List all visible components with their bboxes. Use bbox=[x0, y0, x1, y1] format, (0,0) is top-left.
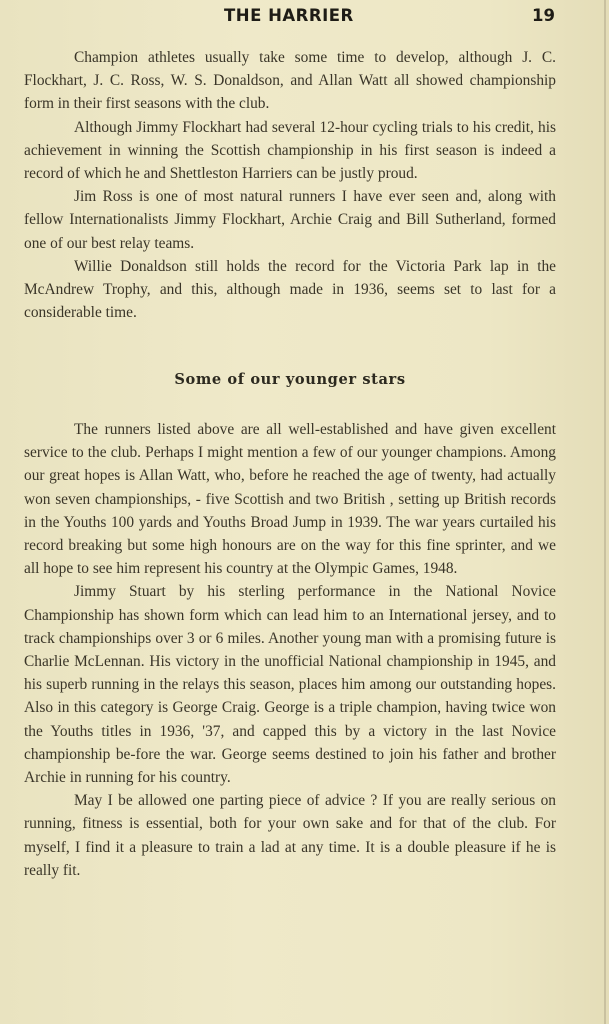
section-younger-stars bbox=[24, 418, 556, 882]
section-champions bbox=[24, 46, 556, 324]
paragraph: Although Jimmy Flockhart had several 12-hour cycling trials to his credit, his achievement in winning the Scottish championship in his first season is indeed a record of which he and Shettleston Harriers can be justly proud. bbox=[24, 118, 556, 183]
paragraph: Jimmy Stuart by his sterling performance in the National Novice Championship has shown form which can lead him to an International jersey, and to track championships over 3 or 6 miles. Another young man with a promising future is Charlie McLennan. His victory in the unofficial National championship in 1945, and his superb running in the relays this season, places him among our outstanding hopes. Also in this category is George Craig. George is a triple champion, having twice won the Youths titles in 1936, '37, and capped this by a victory in the last Novice championship be-fore the war. George seems destined to join his father and brother Archie in running for his country. bbox=[24, 583, 556, 787]
paragraph: Jim Ross is one of most natural runners I have ever seen and, along with fellow Internationalists Jimmy Flockhart, Archie Craig and Bill Sutherland, formed one of our best relay teams. bbox=[24, 188, 556, 252]
page-edge bbox=[604, 0, 606, 1024]
paragraph: May I be allowed one parting piece of advice ? If you are really serious on running, fitness is essential, both for your own sake and for that of the club. For myself, I find it a pleasure to train a lad at any time. It is a double pleasure if he is really fit. bbox=[24, 792, 556, 879]
running-header bbox=[0, 4, 609, 30]
page-number: 19 bbox=[532, 6, 555, 25]
paragraph: Willie Donaldson still holds the record for the Victoria Park lap in the McAndrew Trophy, and this, although made in 1936, seems set to last for a considerable time. bbox=[24, 257, 556, 322]
paragraph: The runners listed above are all well-established and have given excellent service to the club. Perhaps I might mention a few of our younger champions. Among our great hopes is Allan Watt, who, before he reached the age of twenty, had actually won seven championships, - five Scottish and two British , setting up British records in the Youths 100 yards and Youths Broad Jump in 1939. The war years curtailed his record breaking but some high honours are on the way for this fine sprinter, and we all hope to see him represent his country at the Olympic Games, 1948. bbox=[24, 421, 556, 578]
publication-title: THE HARRIER bbox=[224, 6, 354, 25]
section-heading: Some of our younger stars bbox=[174, 371, 406, 388]
paragraph: Champion athletes usually take some time to develop, although J. C. Flockhart, J. C. Ross, W. S. Donaldson, and Allan Watt all showed championship form in their first seasons with the club. bbox=[24, 49, 556, 113]
